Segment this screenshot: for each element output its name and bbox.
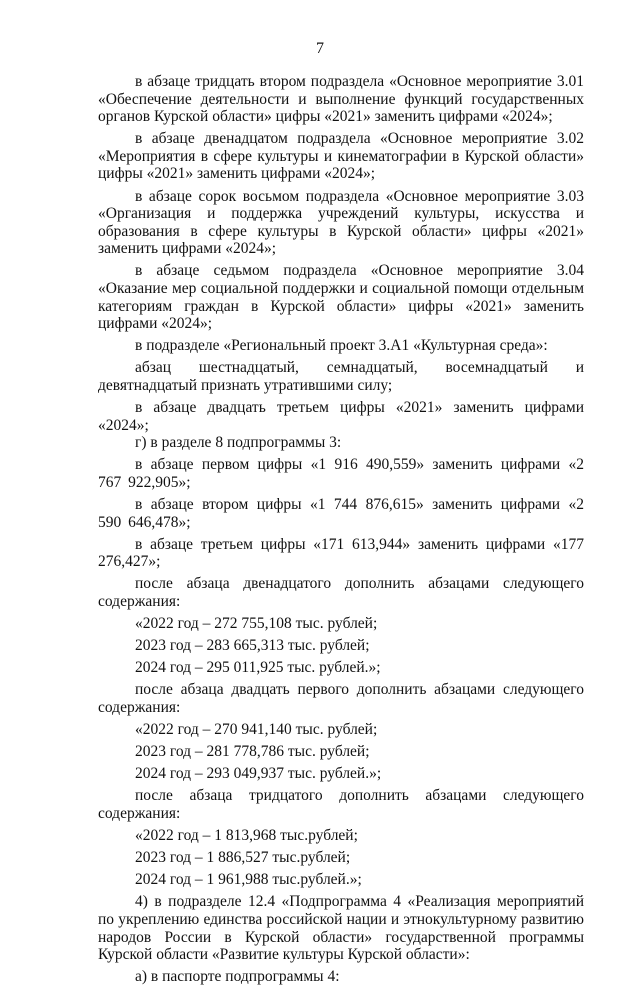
paragraph: в абзаце сорок восьмом подраздела «Основное мероприятие 3.03 «Организация и поддержка учреждений культуры, искусства и образования в сфере культуры в Курской области» цифры «2021» заменить цифрами «2024»;	[98, 187, 584, 258]
paragraph: в абзаце втором цифры «1 744 876,615» заменить цифрами «2 590 646,478»;	[98, 496, 584, 531]
paragraph: после абзаца двадцать первого дополнить абзацами следующего содержания:	[98, 681, 584, 716]
paragraph: 2023 год – 1 886,527 тыс.рублей;	[135, 849, 351, 867]
paragraph: 2024 год – 293 049,937 тыс. рублей.»;	[135, 765, 382, 783]
paragraph: в абзаце тридцать втором подраздела «Основное мероприятие 3.01 «Обеспечение деятельности и выполнение функций государственных органов Курской области» цифры «2021» заменить цифрами «2024»;	[98, 73, 584, 126]
paragraph: после абзаца двенадцатого дополнить абзацами следующего содержания:	[98, 575, 584, 611]
paragraph: после абзаца тридцатого дополнить абзацами следующего содержания:	[98, 787, 584, 822]
paragraph: 2024 год – 295 011,925 тыс. рублей.»;	[135, 659, 381, 677]
paragraph: в абзаце первом цифры «1 916 490,559» заменить цифрами «2 767 922,905»;	[98, 456, 584, 491]
paragraph: «2022 год – 272 755,108 тыс. рублей;	[135, 615, 378, 633]
paragraph: в абзаце двадцать третьем цифры «2021» заменить цифрами «2024»;	[98, 399, 584, 434]
paragraph: 2023 год – 283 665,313 тыс. рублей;	[135, 637, 370, 655]
paragraph: а) в паспорте подпрограммы 4:	[135, 968, 340, 986]
paragraph: г) в разделе 8 подпрограммы 3:	[135, 434, 342, 452]
paragraph: абзац шестнадцатый, семнадцатый, восемнадцатый и девятнадцатый признать утратившими силу;	[98, 359, 584, 394]
paragraph: 2023 год – 281 778,786 тыс. рублей;	[135, 743, 370, 761]
paragraph: в подразделе «Региональный проект 3.А1 «Культурная среда»:	[135, 337, 548, 355]
paragraph: «2022 год – 270 941,140 тыс. рублей;	[135, 721, 378, 739]
paragraph: в абзаце седьмом подраздела «Основное мероприятие 3.04 «Оказание мер социальной поддержки и социальной помощи отдельным категориям граждан в Курской области» цифры «2021» заменить цифрами «2024»;	[98, 262, 584, 333]
paragraph: 2024 год – 1 961,988 тыс.рублей.»;	[135, 871, 362, 889]
document-body	[98, 73, 584, 986]
paragraph: в абзаце двенадцатом подраздела «Основное мероприятие 3.02 «Мероприятия в сфере культуры и кинематографии в Курской области» цифры «2021» заменить цифрами «2024»;	[98, 130, 584, 183]
paragraph: в абзаце третьем цифры «171 613,944» заменить цифрами «177 276,427»;	[98, 535, 584, 571]
paragraph: 4) в подразделе 12.4 «Подпрограмма 4 «Реализация мероприятий по укреплению единства российской нации и этнокультурному развитию народов России в Курской области» государственной программы Курской области «Развитие культуры Курской области»:	[98, 893, 584, 964]
page-number: 7	[316, 40, 324, 57]
paragraph: «2022 год – 1 813,968 тыс.рублей;	[135, 827, 358, 845]
